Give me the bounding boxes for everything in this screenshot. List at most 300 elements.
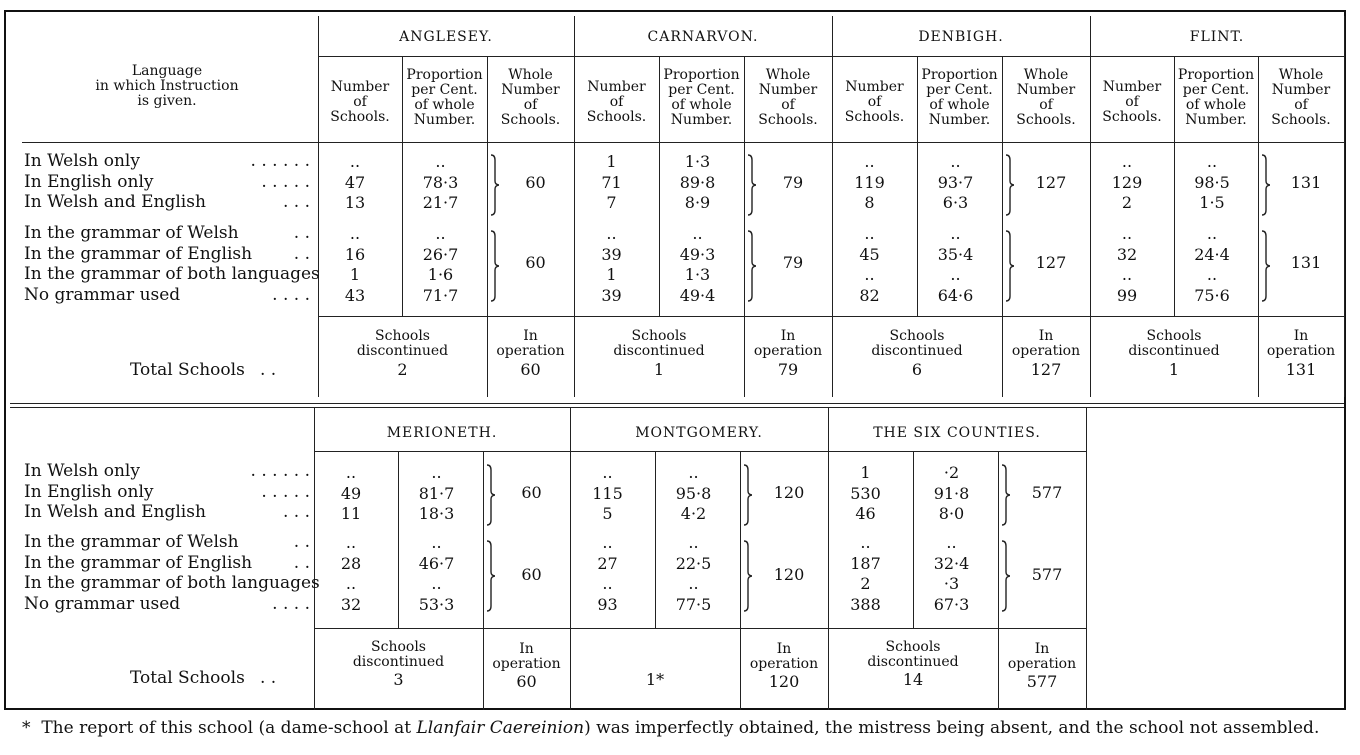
totals-label-line: In	[1038, 328, 1054, 344]
col-head-whole	[487, 68, 574, 128]
totals-label-line: operation	[749, 656, 819, 672]
totals-rule	[318, 316, 1344, 317]
top-label-group2: In the grammar of Welsh	[24, 223, 239, 243]
totals-label-line: Schools	[375, 328, 430, 344]
number-of-schools-value: 530	[850, 483, 881, 503]
schools-discontinued-label	[832, 329, 1002, 359]
col-head-line: Schools.	[1016, 112, 1076, 128]
col-head-line: per Cent.	[1182, 82, 1250, 98]
leader-dots: . .	[293, 223, 310, 243]
whole-number: 120	[773, 483, 805, 502]
number-of-schools-value: 1	[606, 152, 617, 171]
totals-label-line: operation	[496, 343, 565, 359]
proportion-per-cent-value: 78·3	[422, 172, 459, 192]
county-name: FLINT.	[1189, 29, 1245, 45]
number-of-schools	[828, 463, 903, 525]
proportion-per-cent	[398, 463, 475, 525]
in-operation-label	[744, 329, 832, 359]
col-head-number	[318, 80, 402, 125]
col-head-number	[1090, 80, 1174, 125]
col-head-line: Schools.	[844, 109, 905, 125]
proportion-per-cent-value: 4·2	[680, 504, 707, 523]
col-head-line: Number	[845, 79, 904, 95]
proportion-per-cent-value: ..	[431, 574, 442, 593]
number-of-schools-value: ..	[606, 224, 617, 243]
number-of-schools	[574, 152, 649, 214]
col-head-line: of	[353, 94, 367, 110]
number-of-schools	[832, 224, 907, 306]
column-header-rule	[22, 142, 1344, 143]
col-head-number	[574, 80, 659, 125]
col-head-line: of whole	[414, 97, 475, 113]
proportion-per-cent-value: ·3	[943, 574, 960, 593]
proportion-per-cent-value: 49·3	[679, 244, 716, 264]
number-of-schools-value: 39	[601, 285, 622, 305]
in-operation-value: 60	[516, 672, 537, 691]
in-operation-label	[740, 642, 828, 672]
number-of-schools-value: 82	[859, 285, 880, 305]
proportion-per-cent-value: 35·4	[937, 244, 974, 264]
totals-label-line: Schools	[631, 328, 687, 344]
schools-discontinued-value: 2	[397, 360, 408, 379]
proportion-per-cent-value: 93·7	[937, 172, 974, 192]
in-operation-value: 120	[768, 672, 800, 691]
col-head-number	[832, 80, 917, 125]
leader-dots: . . . . . .	[250, 461, 310, 481]
whole-number: 131	[1290, 173, 1322, 192]
col-head-line: Number.	[670, 112, 733, 128]
col-head-line: per Cent.	[668, 82, 735, 98]
county-name: CARNARVON.	[647, 29, 759, 45]
col-head-line: of whole	[929, 97, 990, 113]
proportion-per-cent	[655, 463, 732, 525]
number-of-schools-value: ..	[864, 152, 875, 171]
proportion-per-cent-value: 95·8	[675, 483, 712, 503]
leader-dots: . . . .	[272, 593, 310, 614]
whole-number: 120	[773, 565, 805, 584]
col-head-line: Schools.	[586, 109, 647, 125]
number-of-schools-value: 99	[1116, 285, 1138, 305]
number-of-schools	[1090, 224, 1164, 306]
proportion-per-cent-value: 98·5	[1194, 172, 1230, 192]
number-of-schools-value: 1	[860, 463, 871, 482]
proportion-per-cent-value: ..	[431, 533, 442, 552]
whole-number: 127	[1035, 253, 1067, 272]
number-of-schools-value: 11	[340, 504, 362, 523]
number-of-schools-value: 32	[1116, 244, 1138, 264]
col-head-line: Number	[1271, 82, 1331, 98]
proportion-per-cent-value: 1·3	[684, 265, 711, 284]
col-head-line: per Cent.	[411, 82, 478, 98]
totals-label-line: discontinued	[867, 654, 959, 670]
county-header-rule	[318, 56, 1344, 57]
col-head-line: Whole	[1023, 67, 1069, 83]
proportion-per-cent	[659, 224, 736, 306]
number-of-schools-value: ..	[1121, 152, 1133, 171]
proportion-per-cent-value: 1·3	[684, 152, 711, 171]
totals-label-line: discontinued	[871, 343, 963, 359]
in-operation-label	[483, 642, 570, 672]
schools-discontinued-value: 1*	[645, 670, 665, 689]
bottom-label-group1: In Welsh only	[24, 461, 140, 481]
proportion-per-cent-value: ..	[1206, 152, 1218, 171]
col-head-line: Schools.	[1102, 109, 1162, 125]
proportion-per-cent	[1174, 224, 1250, 306]
proportion-per-cent	[917, 224, 994, 306]
proportion-per-cent-value: ..	[688, 463, 699, 482]
proportion-per-cent	[913, 463, 990, 525]
totals-label-line: In	[780, 328, 796, 344]
totals-label-line: operation	[1011, 343, 1081, 359]
number-of-schools-value: 2	[1121, 193, 1133, 212]
number-of-schools	[1090, 152, 1164, 214]
in-operation-label	[1258, 329, 1344, 359]
in-operation-value: 127	[1030, 360, 1062, 379]
totals-label-line: operation	[1007, 656, 1077, 672]
leader-dots: . .	[260, 360, 277, 380]
whole-number: 127	[1035, 173, 1067, 192]
bottom-label-group1: In Welsh and English	[24, 502, 206, 522]
bottom-label-group2: In the grammar of Welsh	[24, 532, 239, 552]
col-head-line: of	[867, 94, 882, 110]
in-operation-value: 60	[520, 360, 541, 379]
col-head-line: Whole	[508, 67, 553, 83]
number-of-schools-value: 187	[850, 553, 881, 573]
number-of-schools-value: ..	[602, 533, 613, 552]
proportion-per-cent-value: ..	[435, 224, 446, 243]
header-label-line: in which Instruction	[95, 78, 239, 94]
col-head-line: Number.	[928, 112, 991, 128]
col-head-line: of	[1039, 97, 1053, 113]
header-language-label	[22, 64, 312, 109]
schools-discontinued-value: 1	[1168, 360, 1180, 379]
col-head-line: Schools.	[500, 112, 561, 128]
col-head-line: of whole	[671, 97, 732, 113]
col-head-line: Number	[758, 82, 818, 98]
number-of-schools-value: 71	[601, 172, 622, 192]
proportion-per-cent	[913, 533, 990, 615]
col-head-line: Number	[1102, 79, 1162, 95]
proportion-per-cent-value: 53·3	[418, 594, 455, 614]
proportion-per-cent-value: 26·7	[422, 244, 459, 264]
col-head-proportion	[1174, 68, 1258, 128]
col-head-line: Number.	[413, 112, 476, 128]
bottom-label-group1: In English only	[24, 481, 154, 502]
top-total-label: Total Schools	[130, 360, 245, 380]
number-of-schools-value: 8	[864, 193, 875, 212]
column-rule	[1086, 408, 1087, 710]
col-head-line: Number	[330, 79, 390, 95]
number-of-schools-value: 129	[1111, 172, 1143, 192]
proportion-per-cent-value: 75·6	[1194, 285, 1230, 305]
proportion-per-cent-value: ..	[431, 463, 442, 482]
totals-label-line: Schools	[1146, 328, 1202, 344]
number-of-schools	[318, 152, 392, 214]
proportion-per-cent-value: 24·4	[1194, 244, 1230, 264]
totals-label-line: discontinued	[1128, 343, 1220, 359]
county-name: ANGLESEY.	[399, 29, 493, 45]
totals-label-line: In	[523, 328, 538, 344]
col-head-line: of	[1125, 94, 1139, 110]
proportion-per-cent-value: 49·4	[679, 285, 716, 305]
col-head-line: Number	[1016, 82, 1076, 98]
leader-dots: . . . . . .	[250, 151, 310, 171]
proportion-per-cent-value: 32·4	[933, 553, 970, 573]
proportion-per-cent-value: 67·3	[933, 594, 970, 614]
col-head-proportion	[659, 68, 744, 128]
schools-discontinued-label	[314, 640, 483, 670]
number-of-schools-value: 119	[854, 172, 885, 192]
section-divider	[10, 407, 1344, 408]
footnote-mark: *	[22, 718, 31, 738]
col-head-line: of	[523, 97, 538, 113]
proportion-per-cent-value: 77·5	[675, 594, 712, 614]
proportion-per-cent	[917, 152, 994, 214]
number-of-schools-value: 13	[344, 193, 366, 212]
leader-dots: . .	[293, 552, 310, 573]
proportion-per-cent-value: ..	[688, 533, 699, 552]
proportion-per-cent-value: 64·6	[937, 285, 974, 305]
county-name: DENBIGH.	[918, 29, 1004, 45]
whole-number: 60	[525, 253, 546, 272]
number-of-schools-value: 115	[592, 483, 623, 503]
col-head-line: Proportion	[1177, 67, 1255, 83]
whole-number: 79	[782, 173, 804, 192]
totals-label-line: operation	[492, 656, 561, 672]
leader-dots: . . .	[282, 192, 310, 212]
column-rule	[1344, 16, 1345, 397]
number-of-schools-value: ..	[602, 463, 613, 482]
whole-number: 131	[1290, 253, 1322, 272]
proportion-per-cent-value: 6·3	[942, 193, 969, 212]
number-of-schools-value: 39	[601, 244, 622, 264]
proportion-per-cent-value: 22·5	[675, 553, 712, 573]
number-of-schools-value: 43	[344, 285, 366, 305]
top-label-group2: In the grammar of English	[24, 243, 253, 264]
top-label-group1: In Welsh and English	[24, 192, 206, 212]
proportion-per-cent	[402, 152, 479, 214]
col-head-proportion	[402, 68, 487, 128]
number-of-schools-value: ..	[860, 533, 871, 552]
totals-label-line: Schools	[885, 639, 941, 655]
number-of-schools-value: ..	[345, 463, 357, 482]
proportion-per-cent-value: ..	[692, 224, 703, 243]
in-operation-value: 577	[1026, 672, 1058, 691]
col-head-line: Proportion	[663, 67, 740, 83]
proportion-per-cent	[659, 152, 736, 214]
leader-dots: . . . .	[272, 284, 310, 305]
footnote-text-after: ) was imperfectly obtained, the mistress being absent, and the school not assembled.	[584, 718, 1320, 738]
totals-rule	[314, 628, 1086, 629]
number-of-schools-value: 28	[340, 553, 362, 573]
proportion-per-cent-value: ..	[946, 533, 957, 552]
number-of-schools	[832, 152, 907, 214]
number-of-schools-value: ..	[1121, 265, 1133, 284]
number-of-schools-value: 49	[340, 483, 362, 503]
number-of-schools-value: 7	[606, 193, 617, 212]
leader-dots: . . .	[282, 502, 310, 522]
in-operation-label	[1002, 329, 1090, 359]
county-header-rule	[314, 451, 1086, 452]
number-of-schools-value: 16	[344, 244, 366, 264]
section-divider	[10, 403, 1344, 404]
number-of-schools-value: 5	[602, 504, 613, 523]
totals-label-line: In	[1293, 328, 1309, 344]
whole-number: 79	[782, 253, 804, 272]
in-operation-value: 131	[1285, 360, 1317, 379]
schools-discontinued-value: 1	[653, 360, 665, 379]
schools-discontinued-value: 14	[902, 670, 924, 689]
col-head-line: per Cent.	[926, 82, 993, 98]
col-head-line: Proportion	[921, 67, 998, 83]
schools-discontinued-value: 6	[911, 360, 923, 379]
bottom-total-label: Total Schools	[130, 668, 245, 688]
proportion-per-cent-value: 18·3	[418, 504, 455, 523]
col-head-line: Number	[501, 82, 560, 98]
proportion-per-cent-value: ..	[435, 152, 446, 171]
number-of-schools-value: 1	[606, 265, 617, 284]
number-of-schools-value: 1	[349, 265, 361, 284]
col-head-line: Whole	[1278, 67, 1324, 83]
schools-discontinued-label	[1090, 329, 1258, 359]
proportion-per-cent-value: 81·7	[418, 483, 455, 503]
number-of-schools	[570, 533, 645, 615]
number-of-schools-value: 47	[344, 172, 366, 192]
proportion-per-cent-value: 21·7	[422, 193, 459, 212]
proportion-per-cent	[402, 224, 479, 306]
number-of-schools-value: ..	[864, 265, 875, 284]
col-head-whole	[744, 68, 832, 128]
leader-dots: . .	[293, 243, 310, 264]
bottom-label-group2: In the grammar of English	[24, 552, 253, 573]
totals-label-line: In	[1034, 641, 1050, 657]
whole-number: 60	[521, 483, 542, 502]
number-of-schools	[318, 224, 392, 306]
schools-discontinued-value: 3	[393, 670, 404, 689]
top-label-group1: In Welsh only	[24, 151, 140, 171]
number-of-schools-value: ..	[349, 152, 361, 171]
totals-label-line: discontinued	[352, 654, 445, 670]
leader-dots: . . . . .	[261, 171, 310, 192]
footnote-text-before: The report of this school (a dame-school at	[41, 718, 412, 738]
col-head-line: Whole	[765, 67, 811, 83]
county-name: MERIONETH.	[386, 425, 498, 441]
footnote-place: Llanfair Caereinion	[416, 718, 585, 738]
bottom-label-group2: In the grammar of both languages	[24, 573, 320, 593]
totals-label-line: operation	[753, 343, 823, 359]
proportion-per-cent-value: ..	[1206, 224, 1218, 243]
proportion-per-cent	[655, 533, 732, 615]
number-of-schools-value: ..	[1121, 224, 1133, 243]
statistics-table	[4, 10, 1346, 710]
number-of-schools-value: 27	[597, 553, 618, 573]
leader-dots: . .	[260, 668, 277, 688]
proportion-per-cent-value: 8·9	[684, 193, 711, 212]
col-head-line: of	[781, 97, 795, 113]
col-head-whole	[1002, 68, 1090, 128]
proportion-per-cent-value: ..	[1206, 265, 1218, 284]
header-label-line: is given.	[137, 93, 197, 109]
col-head-line: Schools.	[330, 109, 390, 125]
col-head-line: of whole	[1185, 97, 1247, 113]
proportion-per-cent-value: ..	[688, 574, 699, 593]
proportion-per-cent-value: ..	[950, 265, 961, 284]
col-head-line: Number.	[1185, 112, 1247, 128]
bottom-label-group2: No grammar used	[24, 593, 181, 614]
col-head-line: of	[609, 94, 624, 110]
proportion-per-cent-value: 46·7	[418, 553, 455, 573]
proportion-per-cent	[398, 533, 475, 615]
number-of-schools-value: 32	[340, 594, 362, 614]
number-of-schools	[314, 533, 388, 615]
whole-number: 577	[1031, 483, 1063, 502]
totals-label-line: discontinued	[613, 343, 705, 359]
proportion-per-cent	[1174, 152, 1250, 214]
in-operation-label	[998, 642, 1086, 672]
number-of-schools-value: ..	[345, 533, 357, 552]
col-head-whole	[1258, 68, 1344, 128]
top-label-group1: In English only	[24, 171, 154, 192]
number-of-schools	[828, 533, 903, 615]
number-of-schools-value: 2	[860, 574, 871, 593]
schools-discontinued-label	[318, 329, 487, 359]
proportion-per-cent-value: ..	[950, 224, 961, 243]
totals-label-line: In	[519, 641, 534, 657]
schools-discontinued-label	[828, 640, 998, 670]
col-head-line: of	[1294, 97, 1308, 113]
footnote	[22, 718, 1319, 738]
proportion-per-cent-value: 89·8	[679, 172, 716, 192]
col-head-line: Proportion	[406, 67, 483, 83]
col-head-line: Schools.	[758, 112, 818, 128]
totals-label-line: In	[776, 641, 792, 657]
totals-label-line: Schools	[371, 639, 426, 655]
number-of-schools-value: 46	[855, 504, 876, 523]
proportion-per-cent-value: 8·0	[938, 504, 965, 523]
number-of-schools-value: 93	[597, 594, 618, 614]
proportion-per-cent-value: 91·8	[933, 483, 970, 503]
proportion-per-cent-value: 1·5	[1199, 193, 1225, 212]
number-of-schools-value: ..	[602, 574, 613, 593]
proportion-per-cent-value: ..	[950, 152, 961, 171]
totals-label-line: discontinued	[356, 343, 449, 359]
col-head-proportion	[917, 68, 1002, 128]
number-of-schools	[570, 463, 645, 525]
proportion-per-cent-value: 1·6	[427, 265, 454, 284]
proportion-per-cent-value: 71·7	[422, 285, 459, 305]
col-head-line: Schools.	[1271, 112, 1331, 128]
county-name: MONTGOMERY.	[635, 425, 763, 441]
top-label-group2: In the grammar of both languages	[24, 264, 320, 284]
number-of-schools	[314, 463, 388, 525]
number-of-schools-value: 45	[859, 244, 880, 264]
leader-dots: . .	[293, 532, 310, 552]
number-of-schools	[574, 224, 649, 306]
top-label-group2: No grammar used	[24, 284, 181, 305]
number-of-schools-value: ..	[345, 574, 357, 593]
whole-number: 60	[525, 173, 546, 192]
schools-discontinued-label	[574, 329, 744, 359]
number-of-schools-value: ..	[349, 224, 361, 243]
number-of-schools-value: 388	[850, 594, 881, 614]
number-of-schools-value: ..	[864, 224, 875, 243]
leader-dots: . . . . .	[261, 481, 310, 502]
col-head-line: Number	[587, 79, 646, 95]
proportion-per-cent-value: ·2	[943, 463, 960, 482]
whole-number: 60	[521, 565, 542, 584]
totals-label-line: Schools	[889, 328, 945, 344]
totals-label-line: operation	[1266, 343, 1336, 359]
